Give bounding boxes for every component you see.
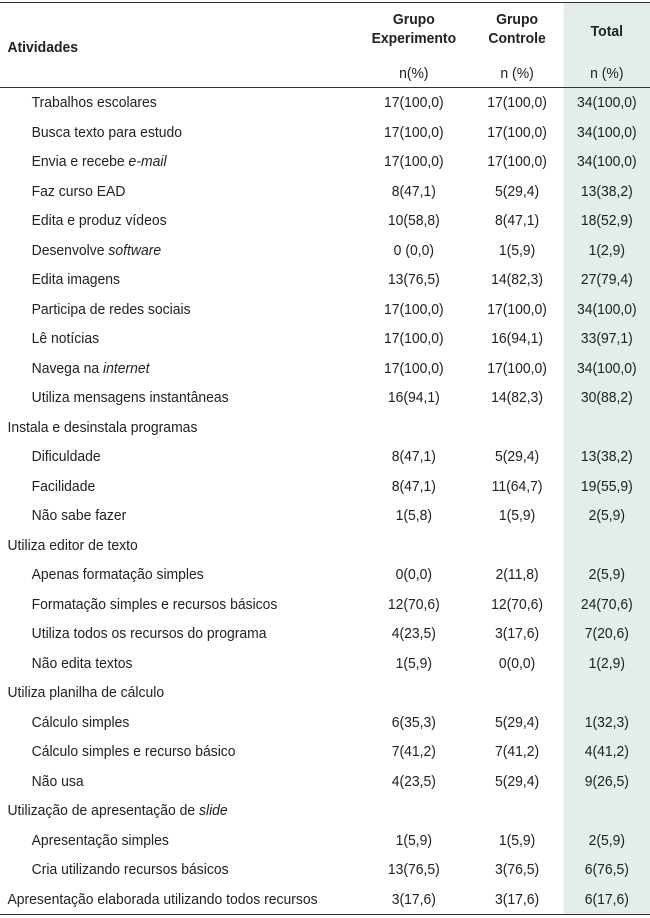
row-label [32,649,133,679]
table-row [0,177,650,207]
total-value: 7(20,6) [584,625,629,642]
total-value: 34(100,0) [576,123,637,141]
row-label [32,501,127,531]
section-row [0,413,650,443]
total-value: 27(79,4) [580,271,633,288]
control-value: 1(5,9) [498,507,536,524]
control-value: 17(100,0) [487,153,547,170]
row-label-text: Faz curso EAD [31,182,126,200]
row-label [32,265,120,295]
row-label-text: Cálculo simples e recurso básico [31,743,236,760]
table-row [0,442,650,472]
experiment-value: 17(100,0) [383,359,444,377]
row-label [32,206,167,236]
experiment-value: 0 (0,0) [393,241,435,259]
experiment-value: 12(70,6) [387,595,440,613]
table-bottom-rule [0,914,650,915]
total-value: 2(5,9) [588,507,626,524]
row-label-text: Lê notícias [31,330,100,347]
control-value: 5(29,4) [494,182,540,200]
control-value: 3(17,6) [494,625,540,642]
experiment-value: 3(17,6) [391,890,436,908]
control-value: 5(29,4) [494,448,540,465]
total-value: 9(26,5) [584,772,629,790]
row-label-text: Não sabe fazer [31,507,127,524]
row-label-text: Formatação simples e recursos básicos [31,595,278,613]
row-label-text: Apresentação elaborada utilizando todos recursos [7,890,318,908]
table-row [0,708,650,738]
row-label-text: Edita imagens [31,271,121,288]
row-label-text: Apresentação simples [31,831,169,849]
header-activities: Atividades [7,39,78,56]
row-label-text: Desenvolve [31,241,109,259]
row-label [32,324,99,354]
total-value: 33(97,1) [580,330,633,347]
experiment-value: 17(100,0) [383,330,444,347]
row-label [32,295,191,325]
row-label [32,619,267,649]
control-value: 17(100,0) [487,123,547,141]
experiment-value: 7(41,2) [391,743,436,760]
section-row [0,531,650,561]
row-label-italic: slide [198,802,228,819]
table-row [0,472,650,502]
table-row [0,354,650,384]
experiment-value: 1(5,9) [395,654,433,672]
control-value: 8(47,1) [494,212,540,229]
control-value: 12(70,6) [491,595,544,613]
control-value: 14(82,3) [491,271,544,288]
header-experiment-line2: Experimento [371,30,457,47]
table-row [0,737,650,767]
control-value: 17(100,0) [487,359,547,377]
row-label [32,855,229,885]
table-row [0,590,650,620]
experiment-value: 8(47,1) [391,182,436,200]
control-value: 7(41,2) [494,743,540,760]
row-label [32,354,150,384]
row-label-text: Cálculo simples [31,713,130,731]
table-row [0,383,650,413]
row-label [32,177,126,207]
total-value: 4(41,2) [584,743,629,760]
total-value: 18(52,9) [580,212,633,229]
experiment-value: 1(5,8) [395,507,433,524]
experiment-value: 8(47,1) [391,448,436,465]
row-label-text: Participa de redes sociais [31,300,191,318]
row-label [7,413,197,443]
subheader-control: n (%) [500,65,534,82]
section-row [0,885,650,915]
control-value: 16(94,1) [491,330,544,347]
subheader-experiment: n(%) [399,65,429,82]
experiment-value: 16(94,1) [387,389,440,406]
table-row [0,855,650,885]
header-control-group [474,10,560,48]
row-label-text: Cria utilizando recursos básicos [31,861,229,878]
row-label [7,678,164,708]
row-label-text: Utiliza todos os recursos do programa [31,625,267,642]
section-row [0,796,650,826]
header-experiment-group [359,10,469,48]
total-value: 6(76,5) [584,861,629,878]
experiment-value: 13(76,5) [387,271,440,288]
row-label [7,796,227,826]
total-value: 1(2,9) [588,654,626,672]
table-row [0,236,650,266]
experiment-value: 17(100,0) [383,300,444,318]
experiment-value: 13(76,5) [387,861,440,878]
table-row [0,767,650,797]
total-value: 1(2,9) [588,241,626,259]
control-value: 5(29,4) [494,772,540,790]
control-value: 1(5,9) [498,241,536,259]
row-label [32,383,229,413]
control-value: 1(5,9) [498,831,536,849]
table-row [0,324,650,354]
total-value: 6(17,6) [584,890,629,908]
experiment-value: 1(5,9) [395,831,433,849]
control-value: 11(64,7) [491,477,543,495]
table-row [0,826,650,856]
control-value: 2(11,8) [495,566,539,583]
row-label [32,708,130,738]
experiment-value: 17(100,0) [383,123,444,141]
header-experiment-line1: Grupo [392,11,435,28]
table-row [0,501,650,531]
total-value: 34(100,0) [576,359,637,377]
row-label [7,531,137,561]
table-row [0,649,650,679]
row-label-text: Trabalhos escolares [31,94,157,111]
row-label-italic: e-mail [128,153,167,170]
total-value: 30(88,2) [580,389,633,406]
row-label [32,88,157,118]
section-row [0,678,650,708]
row-label-text: Utiliza editor de texto [7,536,138,554]
header-control-line1: Grupo [496,11,539,28]
header-total: Total [590,23,623,40]
row-label [32,147,167,177]
control-value: 14(82,3) [491,389,544,406]
row-label-text: Edita e produz vídeos [31,212,167,229]
total-value: 19(55,9) [580,477,633,495]
row-label [32,737,236,767]
table-row [0,560,650,590]
row-label-text: Não edita textos [31,654,133,672]
row-label-text: Utiliza planilha de cálculo [7,684,165,701]
table-header [0,2,650,86]
experiment-value: 17(100,0) [383,153,444,170]
table-row [0,295,650,325]
experiment-value: 6(35,3) [391,713,436,731]
total-value: 34(100,0) [576,94,637,111]
header-control-line2: Controle [488,30,546,47]
experiment-value: 8(47,1) [391,477,436,495]
control-value: 5(29,4) [494,713,540,731]
experiment-value: 10(58,8) [387,212,440,229]
subheader-total: n (%) [590,65,624,82]
row-label-text: Instala e desinstala programas [7,418,198,436]
total-value: 2(5,9) [588,566,626,583]
total-value: 13(38,2) [580,448,633,465]
experiment-value: 4(23,5) [391,625,436,642]
row-label [32,560,204,590]
row-label-text: Facilidade [31,477,96,495]
table-row [0,265,650,295]
row-label-text: Não usa [31,772,84,790]
row-label [32,442,101,472]
control-value: 0(0,0) [498,654,536,672]
control-value: 3(76,5) [494,861,540,878]
row-label [32,472,96,502]
table-row [0,147,650,177]
experiment-value: 17(100,0) [383,94,444,111]
total-value: 1(32,3) [584,713,629,731]
table-row [0,206,650,236]
row-label [7,885,317,915]
row-label-text: Utilização de apresentação de [7,802,199,819]
table-row [0,619,650,649]
row-label-text: Utiliza mensagens instantâneas [31,389,229,406]
experiment-value: 4(23,5) [391,772,436,790]
control-value: 17(100,0) [487,94,547,111]
row-label-text: Navega na [31,359,103,377]
total-value: 34(100,0) [576,300,637,318]
control-value: 17(100,0) [487,300,547,318]
row-label [32,767,84,797]
row-label-text: Dificuldade [31,448,101,465]
total-value: 13(38,2) [580,182,633,200]
row-label-text: Envia e recebe [31,153,129,170]
row-label [32,236,162,266]
row-label-italic: internet [102,359,150,377]
control-value: 3(17,6) [494,890,540,908]
row-label [32,118,182,148]
table-row [0,118,650,148]
table-row [0,88,650,118]
row-label-text: Apenas formatação simples [31,566,204,583]
row-label [32,590,278,620]
row-label [32,826,169,856]
total-value: 24(70,6) [580,595,633,613]
row-label-italic: software [108,241,162,259]
row-label-text: Busca texto para estudo [31,123,183,141]
total-value: 2(5,9) [588,831,626,849]
total-value: 34(100,0) [576,153,637,170]
experiment-value: 0(0,0) [395,566,433,583]
